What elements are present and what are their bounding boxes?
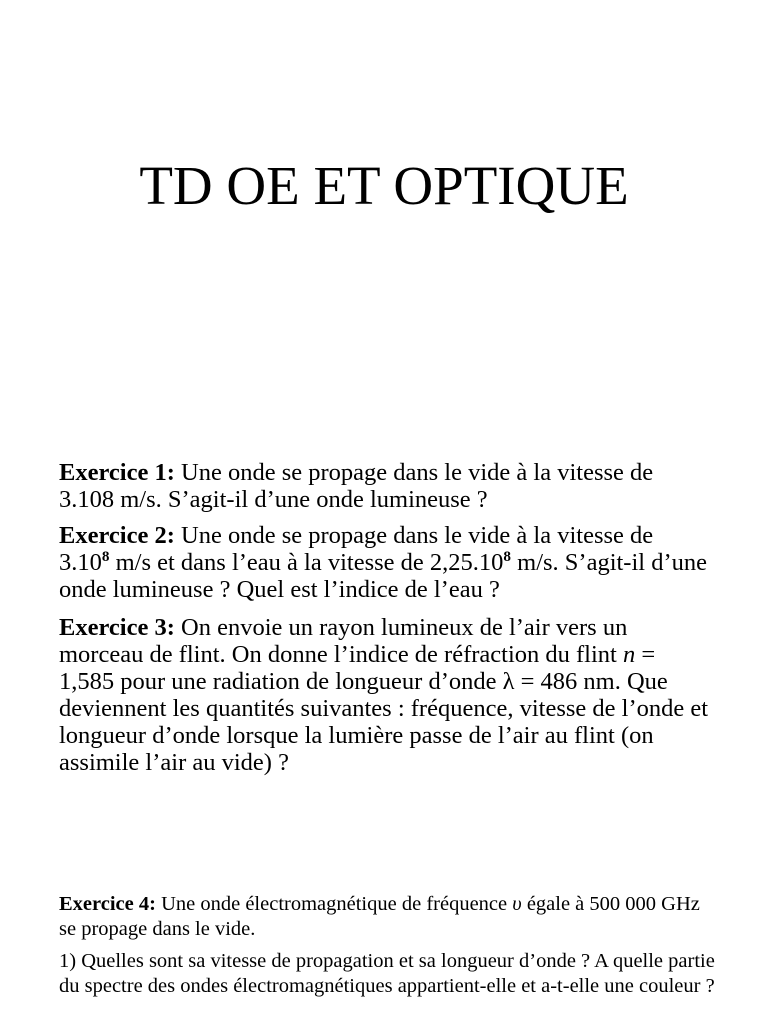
exercise-2 — [59, 522, 709, 603]
exercise-3-text-b: = 1,585 pour une radiation de longueur d’onde λ = 486 nm. Que deviennent les quantités suivantes : fréquence, vitesse de l’onde et longueur d’onde lorsque la lumière passe de l’air au flint (on assimile l’air au vide) ? — [59, 641, 709, 776]
exercise-4-text-b: égale à 500 000 GHz se propage dans le vide. — [59, 893, 700, 940]
exercise-2-text-a: Une onde se propage dans le vide à la vitesse de 3.10 — [59, 522, 654, 576]
exercise-4-variable-nu: υ — [512, 893, 522, 915]
exercise-3 — [59, 614, 709, 776]
exercise-2-exponent-b: 8 — [503, 547, 512, 565]
page-title: TD OE ET OPTIQUE — [139, 155, 629, 216]
exercise-1-label: Exercice 1: — [59, 459, 175, 486]
exercise-2-text-c: m/s. S’agit-il d’une onde lumineuse ? Quel est l’indice de l’eau ? — [59, 549, 707, 603]
exercise-4-text-a: Une onde électromagnétique de fréquence — [155, 893, 513, 915]
exercise-4-label: Exercice 4: — [59, 893, 156, 915]
exercise-4 — [59, 892, 719, 942]
exercise-1 — [59, 459, 709, 513]
exercise-3-text-a: On envoie un rayon lumineux de l’air vers un morceau de flint. On donne l’indice de réfraction du flint — [59, 614, 628, 668]
exercise-2-label: Exercice 2: — [59, 522, 175, 549]
exercise-3-label: Exercice 3: — [59, 614, 175, 641]
exercise-2-text-b: m/s et dans l’eau à la vitesse de 2,25.10 — [109, 549, 504, 576]
exercise-3-variable-n: n — [622, 641, 636, 668]
exercise-2-exponent-a: 8 — [101, 547, 110, 565]
exercise-1-text: Une onde se propage dans le vide à la vitesse de 3.108 m/s. S’agit-il d’une onde lumineuse ? — [59, 459, 654, 513]
exercise-4-question-1: 1) Quelles sont sa vitesse de propagation et sa longueur d’onde ? A quelle partie du spectre des ondes électromagnétiques appartient-elle et a-t-elle une couleur ? — [59, 950, 715, 997]
